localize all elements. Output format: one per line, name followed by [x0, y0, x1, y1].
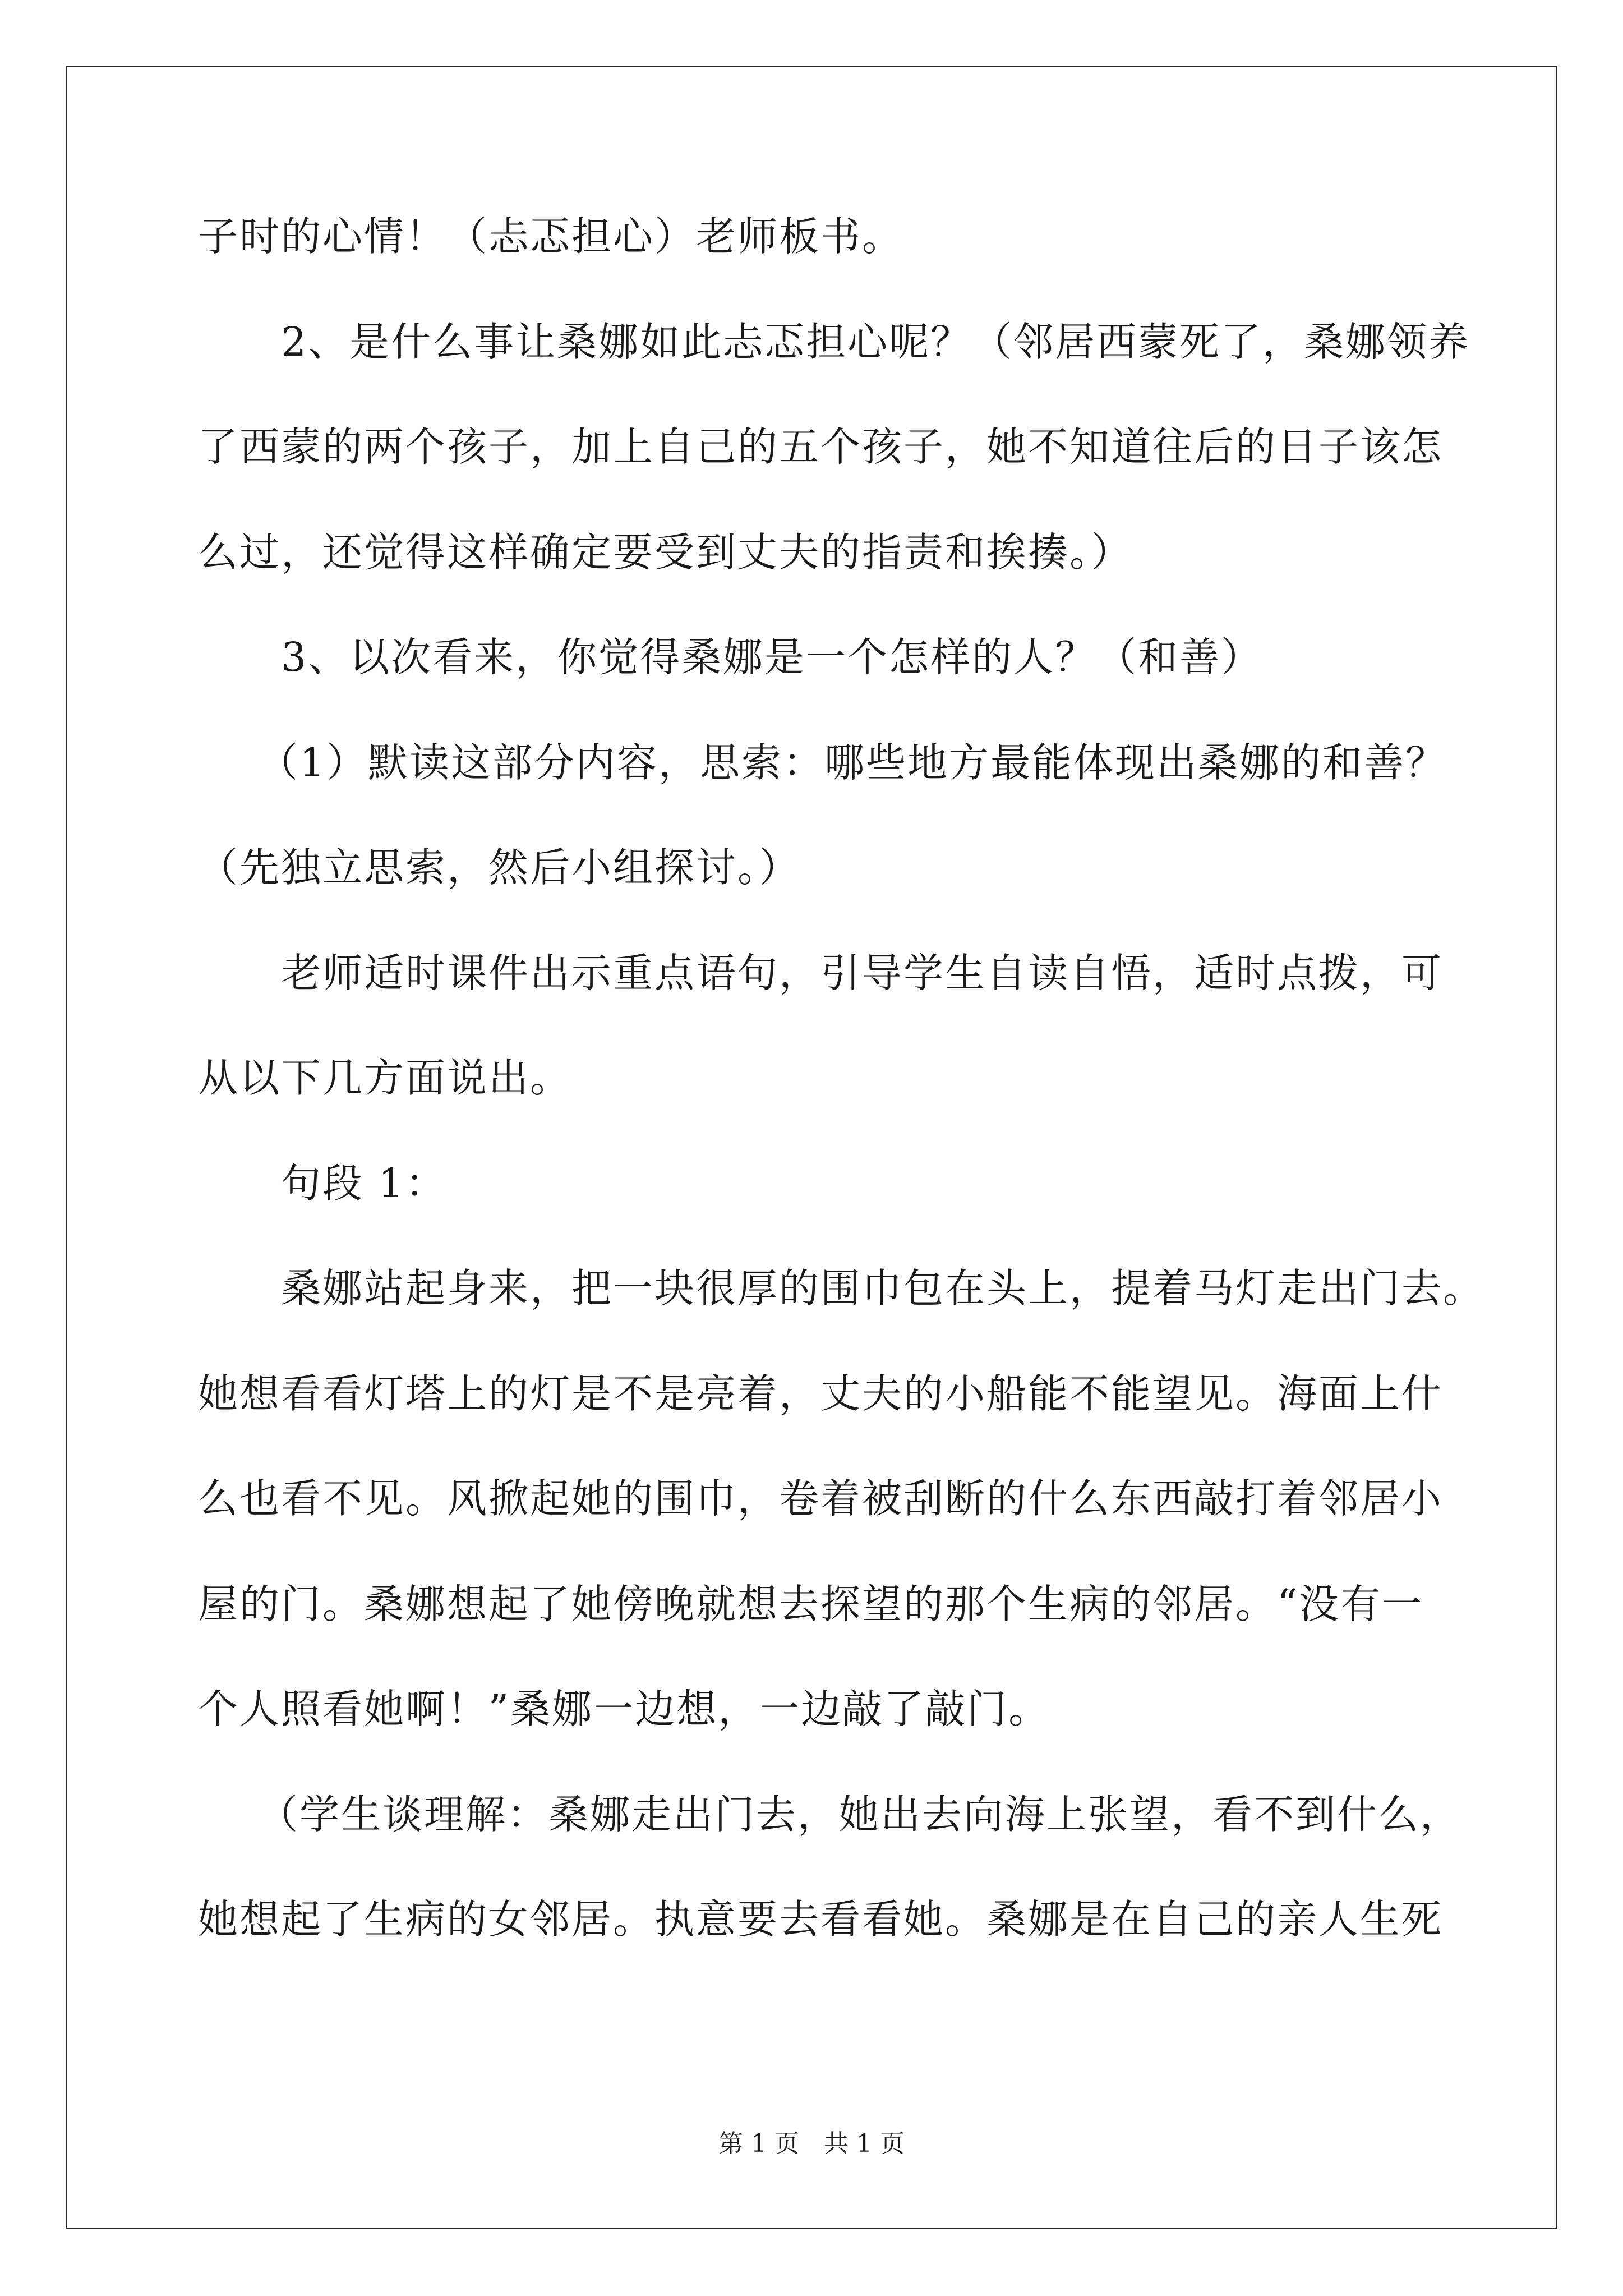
- text-line: 了西蒙的两个孩子，加上自己的五个孩子，她不知道往后的日子该怎: [198, 424, 1444, 470]
- text-line: 么也看不见。风掀起她的围巾，卷着被刮断的什么东西敲打着邻居小: [198, 1475, 1444, 1522]
- text-line: （先独立思索，然后小组探讨。）: [198, 844, 801, 891]
- text-line: 屋的门。桑娜想起了她傍晚就想去探望的那个生病的邻居。“没有一: [198, 1581, 1424, 1627]
- text-line: 老师适时课件出示重点语句，引导学生自读自悟，适时点拨，可: [281, 950, 1444, 996]
- text-line: 2、是什么事让桑娜如此忐忑担心呢？（邻居西蒙死了，桑娜领养: [281, 319, 1470, 365]
- text-line: 她想看看灯塔上的灯是不是亮着，丈夫的小船能不能望见。海面上什: [198, 1370, 1444, 1417]
- page-number: 第 1 页 共 1 页: [718, 2129, 905, 2158]
- text-line: （学生谈理解：桑娜走出门去，她出去向海上张望，看不到什么，: [258, 1791, 1462, 1838]
- text-line: 3、以次看来，你觉得桑娜是一个怎样的人？（和善）: [281, 634, 1263, 680]
- text-line: 句段 1：: [281, 1160, 447, 1207]
- text-line: 么过，还觉得这样确定要受到丈夫的指责和挨揍。）: [198, 529, 1133, 576]
- text-line: 个人照看她啊！”桑娜一边想，一边敲了敲门。: [198, 1686, 1050, 1732]
- text-line: 从以下几方面说出。: [198, 1055, 572, 1101]
- text-line: 她想起了生病的女邻居。执意要去看看她。桑娜是在自己的亲人生死: [198, 1896, 1444, 1943]
- text-line: （1）默读这部分内容，思索：哪些地方最能体现出桑娜的和善？: [258, 739, 1447, 786]
- text-line: 子时的心情！（忐忑担心）老师板书。: [198, 213, 904, 260]
- text-line: 桑娜站起身来，把一块很厚的围巾包在头上，提着马灯走出门去。: [281, 1265, 1485, 1312]
